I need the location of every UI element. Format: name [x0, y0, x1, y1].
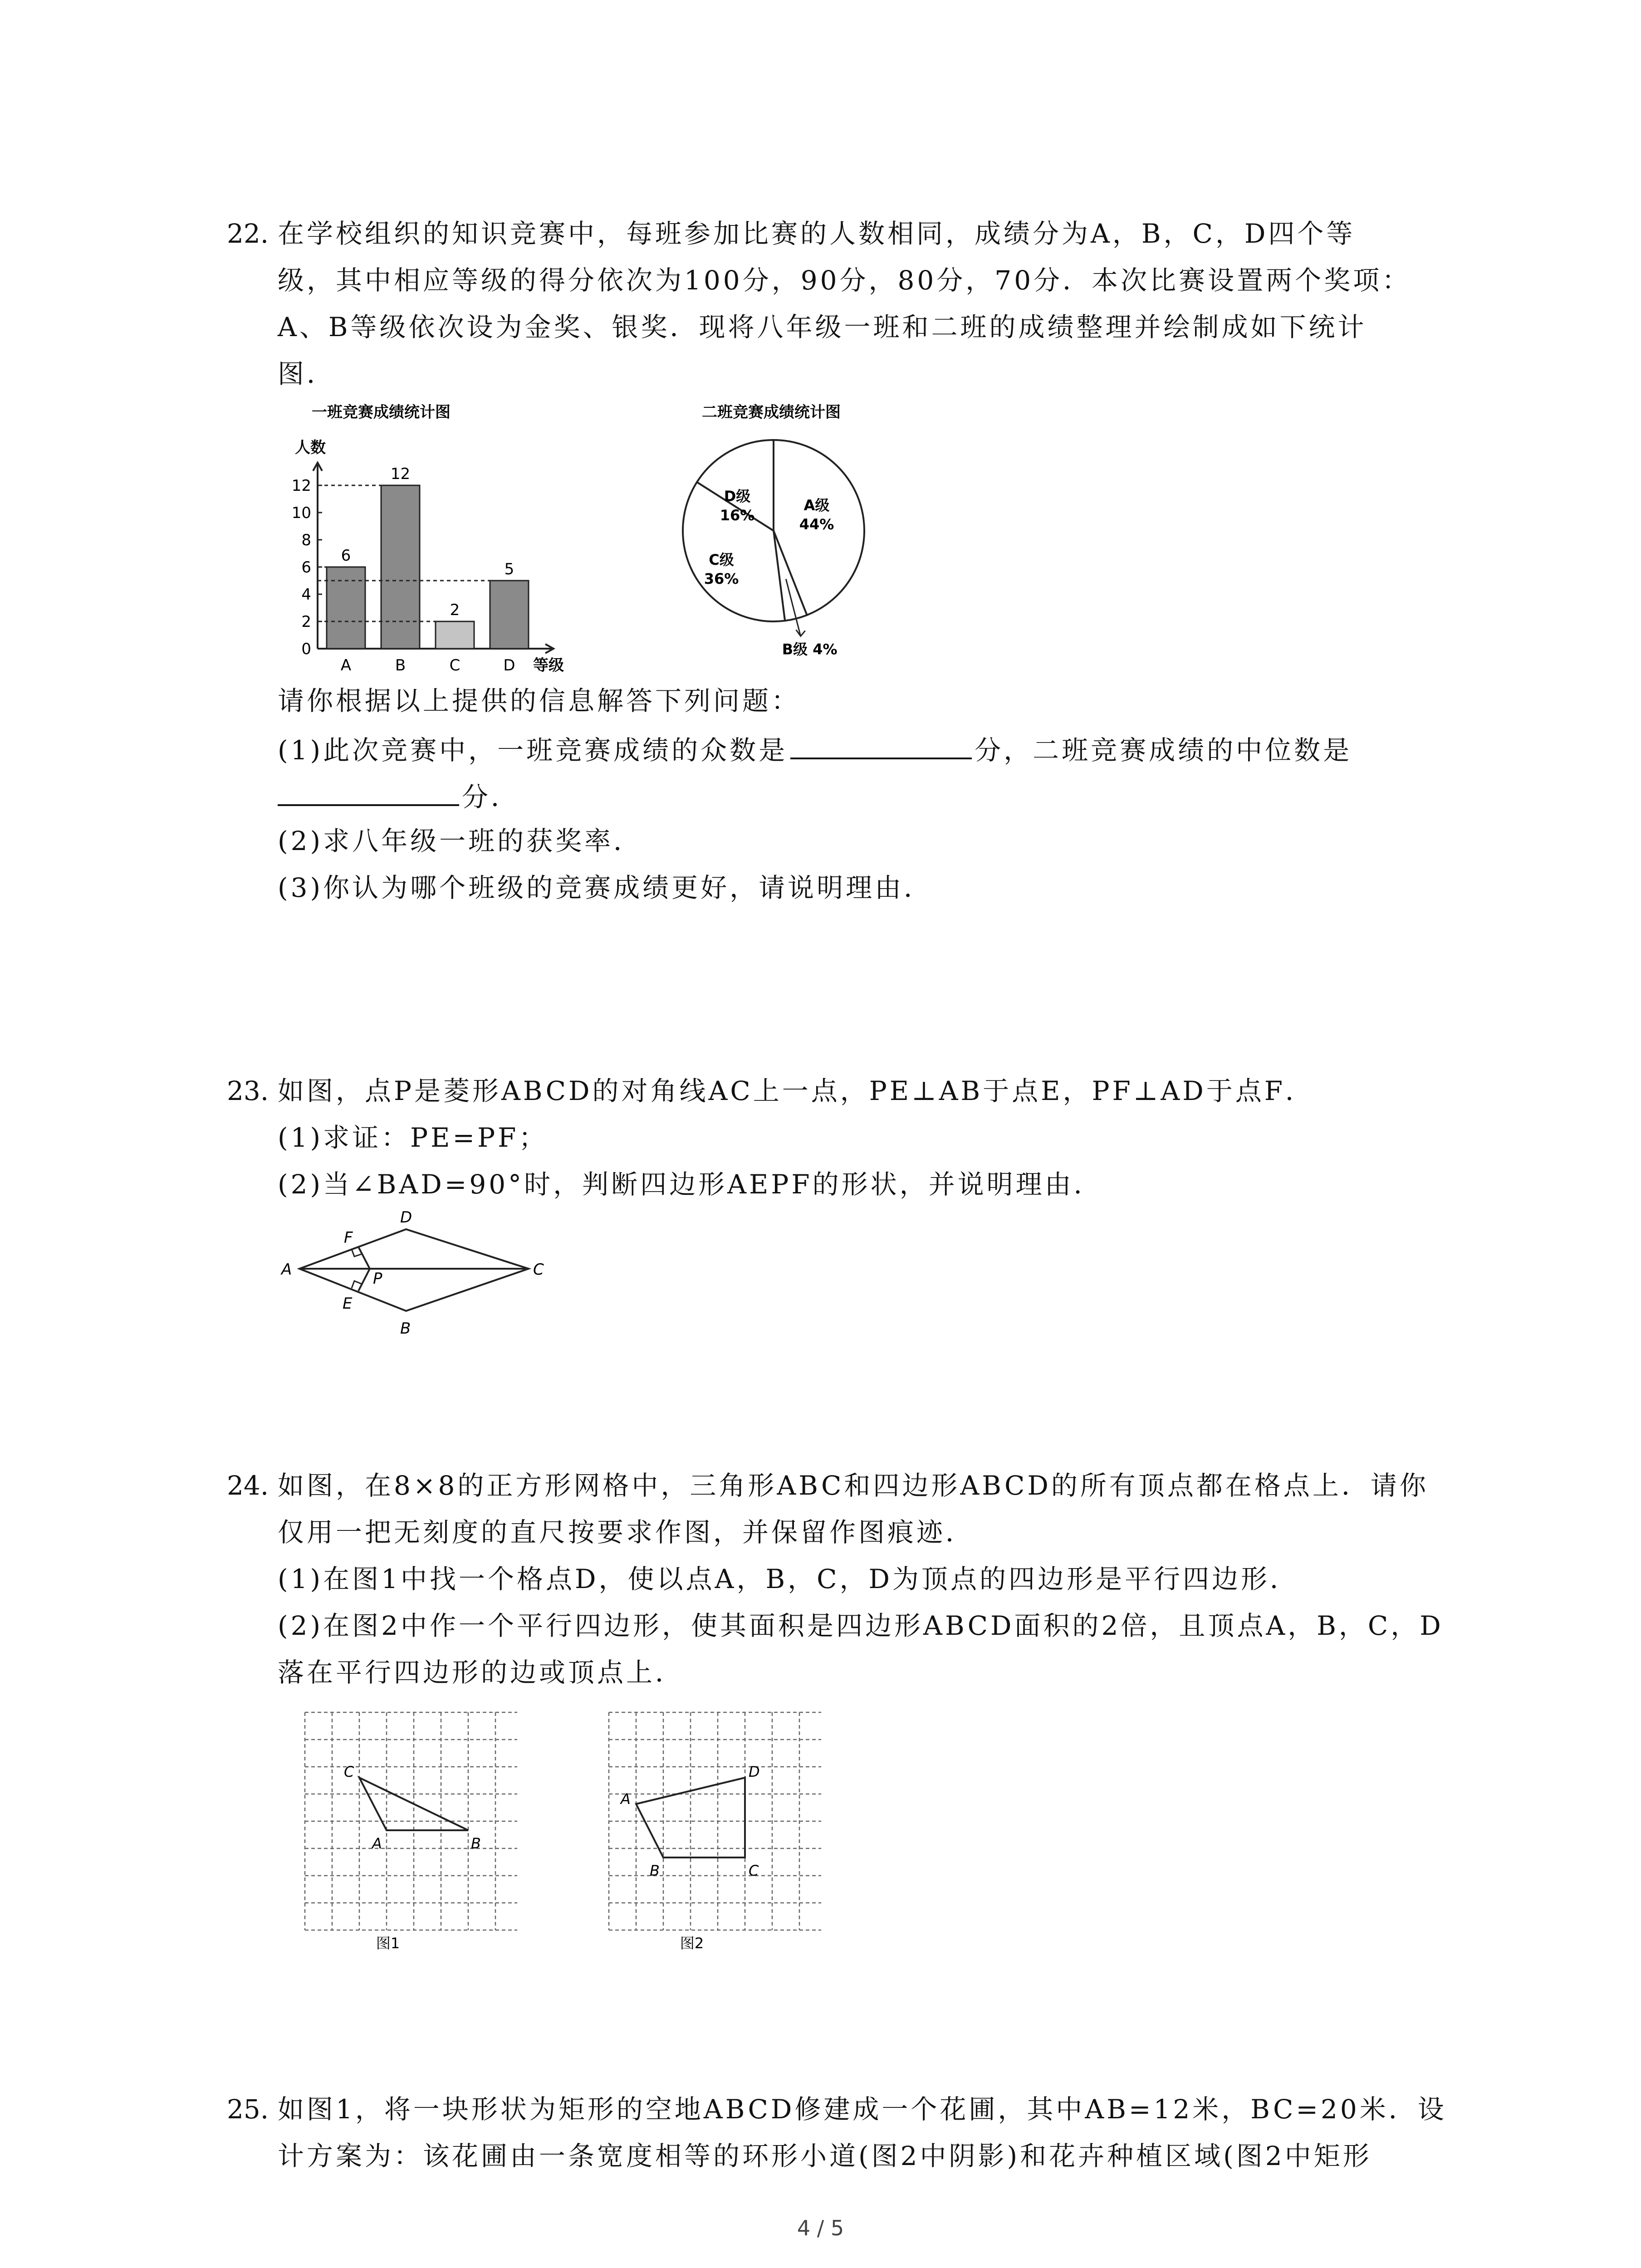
q22-sub1-a: (1)此次竞赛中，一班竞赛成绩的众数是 [278, 735, 788, 766]
pie-slice-label: A级 [803, 497, 830, 514]
answer-blank-2[interactable] [278, 776, 459, 806]
q24-line-1: 如图，在8×8的正方形网格中，三角形ABC和四边形ABCD的所有顶点都在格点上．请你 [278, 1470, 1429, 1501]
q22-line-3: A、B等级依次设为金奖、银奖．现将八年级一班和二班的成绩整理并绘制成如下统计 [278, 312, 1367, 342]
q23-sub2: (2)当∠BAD=90°时，判断四边形AEPF的形状，并说明理由． [278, 1169, 1103, 1200]
q22-line-2: 级，其中相应等级的得分依次为100分，90分，80分，70分．本次比赛设置两个奖项： [278, 265, 1411, 296]
q22-prompt: 请你根据以上提供的信息解答下列问题： [278, 685, 801, 716]
label-e: E [343, 1295, 353, 1313]
y-tick-label: 6 [301, 558, 311, 577]
q23-sub1: (1)求证：PE=PF； [278, 1122, 548, 1153]
fig2-label-d: D [749, 1763, 760, 1780]
page-footer: 4 / 5 [797, 2216, 844, 2240]
x-tick-label: B [395, 656, 406, 675]
fig1-label-b: B [471, 1835, 481, 1852]
bar-chart-ylabel: 人数 [295, 439, 326, 457]
y-tick-label: 8 [301, 531, 311, 549]
segment-pf [358, 1247, 370, 1269]
q24-number: 24. [227, 1470, 269, 1501]
label-d: D [400, 1208, 412, 1227]
bar-data-label: 12 [390, 465, 411, 483]
pie-chart-title: 二班竞赛成绩统计图 [702, 403, 841, 421]
fig2-label-b: B [650, 1862, 660, 1879]
pie-slice-label: D级 [724, 488, 751, 505]
y-tick-label: 4 [301, 586, 311, 604]
q24-line-5: 落在平行四边形的边或顶点上． [278, 1657, 685, 1688]
label-a: A [281, 1261, 292, 1279]
pie-slice-pct: 44% [799, 516, 834, 533]
segment-pe [358, 1269, 370, 1291]
grid-figure-1 [281, 1703, 517, 1957]
grid-figure-2 [585, 1703, 821, 1957]
x-axis-label: 等级 [533, 656, 564, 675]
pie-slice-pct: 36% [704, 570, 739, 587]
q22-line-4: 图． [278, 358, 336, 389]
y-tick-label: 0 [301, 640, 311, 658]
bar [490, 581, 529, 649]
pie-slice-label: B级 4% [782, 640, 838, 658]
q22-sub1-c: 分． [462, 782, 520, 812]
pie-slice-label: C级 [709, 551, 734, 568]
answer-blank-1[interactable] [790, 729, 972, 759]
pie-chart [653, 395, 889, 676]
q22-sub1-line2 [278, 776, 520, 815]
q24-line-4: (2)在图2中作一个平行四边形，使其面积是四边形ABCD面积的2倍，且顶点A，B，C，D [278, 1610, 1444, 1641]
y-tick-label: 2 [301, 613, 311, 631]
bar-chart-title: 一班竞赛成绩统计图 [312, 403, 451, 421]
q25-number: 25. [227, 2094, 269, 2125]
bar-chart [272, 395, 617, 685]
x-tick-label: A [340, 656, 352, 675]
rhombus-abcd [299, 1229, 529, 1311]
q22-sub3: (3)你认为哪个班级的竞赛成绩更好，请说明理由． [278, 872, 933, 903]
fig2-caption: 图2 [680, 1935, 704, 1952]
y-tick-label: 10 [291, 504, 311, 522]
bar [327, 567, 365, 649]
x-tick-label: C [449, 656, 460, 675]
label-f: F [344, 1229, 353, 1247]
fig1-label-a: A [372, 1835, 382, 1852]
q25-line-1: 如图1，将一块形状为矩形的空地ABCD修建成一个花圃，其中AB=12米，BC=20米．设 [278, 2094, 1447, 2125]
q23-number: 23. [227, 1075, 269, 1106]
fig2-label-a: A [621, 1790, 631, 1808]
q23-line-1: 如图，点P是菱形ABCD的对角线AC上一点，PE⊥AB于点E，PF⊥AD于点F． [278, 1075, 1314, 1106]
label-c: C [533, 1261, 544, 1279]
q22-sub1-b: 分，二班竞赛成绩的中位数是 [975, 735, 1352, 766]
label-b: B [400, 1320, 411, 1338]
x-tick-label: D [503, 656, 515, 675]
bar-data-label: 2 [450, 601, 460, 619]
fig1-label-c: C [344, 1763, 354, 1780]
pie-callout-arrow [796, 630, 805, 636]
bar [436, 621, 474, 649]
rhombus-figure [272, 1202, 544, 1347]
q24-line-3: (1)在图1中找一个格点D，使以点A，B，C，D为顶点的四边形是平行四边形． [278, 1564, 1299, 1594]
pie-slice-pct: 16% [720, 507, 755, 524]
q22-sub2: (2)求八年级一班的获奖率． [278, 826, 643, 856]
q22-line-1: 在学校组织的知识竞赛中，每班参加比赛的人数相同，成绩分为A，B，C，D四个等 [278, 218, 1356, 249]
bar-data-label: 6 [341, 547, 351, 565]
q25-line-2: 计方案为：该花圃由一条宽度相等的环形小道(图2中阴影)和花卉种植区域(图2中矩形 [278, 2141, 1372, 2171]
fig1-caption: 图1 [376, 1935, 400, 1952]
q24-line-2: 仅用一把无刻度的直尺按要求作图，并保留作图痕迹． [278, 1517, 975, 1548]
bar [381, 485, 420, 649]
fig2-label-c: C [749, 1862, 759, 1879]
bar-data-label: 5 [504, 560, 514, 578]
q22-sub1-line [278, 729, 1352, 768]
y-tick-label: 12 [291, 477, 311, 495]
label-p: P [373, 1270, 382, 1288]
q22-number: 22. [227, 218, 269, 249]
